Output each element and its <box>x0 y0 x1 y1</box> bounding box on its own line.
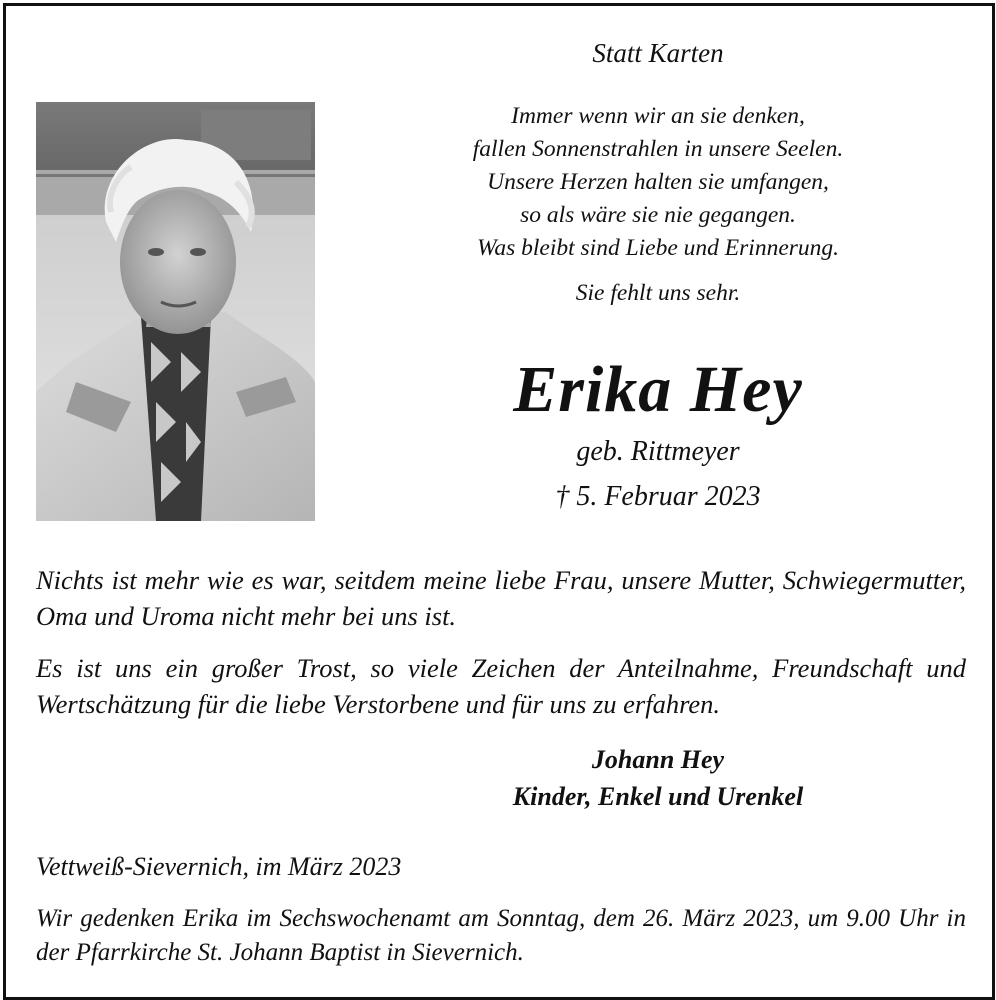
message-paragraph-2: Es ist uns ein großer Trost, so viele Zeichen der Anteilnahme, Freundschaft und Wertschätzung für die liebe Verstorbene und für uns zu erfahren. <box>36 653 966 719</box>
poem <box>400 100 916 265</box>
poem-line: so als wäre sie nie gegangen. <box>520 202 796 228</box>
signature-line-1: Johann Hey <box>591 745 725 774</box>
portrait-photo <box>36 102 315 521</box>
birth-name: geb. Rittmeyer <box>576 436 740 467</box>
message-paragraph-1: Nichts ist mehr wie es war, seitdem meine liebe Frau, unsere Mutter, Schwiegermutter, Oma und Uroma nicht mehr bei uns ist. <box>36 565 966 631</box>
deceased-name: Erika Hey <box>513 353 803 426</box>
place-date: Vettweiß-Sievernich, im März 2023 <box>36 852 402 881</box>
poem-line: Immer wenn wir an sie denken, <box>511 103 805 129</box>
poem-line: fallen Sonnenstrahlen in unsere Seelen. <box>472 136 844 162</box>
signature-line-2: Kinder, Enkel und Urenkel <box>512 782 804 811</box>
service-note: Wir gedenken Erika im Sechswochenamt am Sonntag, dem 26. März 2023, um 9.00 Uhr in der Pfarrkirche St. Johann Baptist in Sievernich. <box>36 905 966 966</box>
poem-line: Was bleibt sind Liebe und Erinnerung. <box>476 235 840 261</box>
statt-karten-heading: Statt Karten <box>592 38 724 68</box>
death-date: † 5. Februar 2023 <box>555 481 761 512</box>
poem-closing: Sie fehlt uns sehr. <box>575 280 741 306</box>
poem-line: Unsere Herzen halten sie umfangen, <box>487 169 829 195</box>
